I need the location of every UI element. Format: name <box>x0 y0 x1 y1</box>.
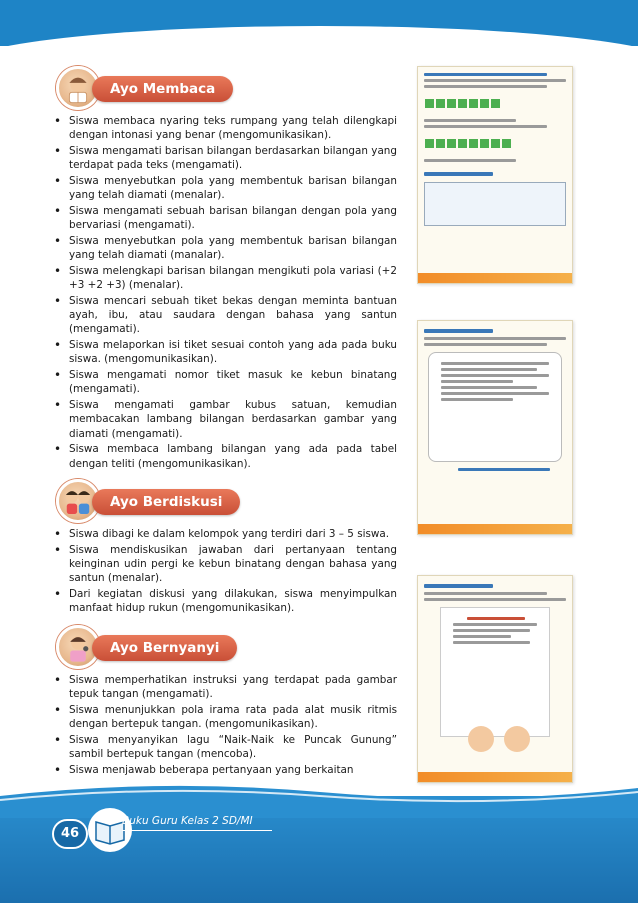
thumb-text-line <box>441 380 513 383</box>
thumb-text-line <box>424 598 566 601</box>
list-item: • Siswa mencari sebuah tiket bekas dengan meminta bantuan ayah, ibu, atau saudara dengan bahasa yang santun (mengamati). <box>52 294 397 337</box>
list-item: • Siswa mengamati barisan bilangan berdasarkan bilangan yang terdapat pada teks (mengamati). <box>52 144 397 172</box>
thumb-child-figure <box>504 726 530 752</box>
top-header-band <box>0 0 638 46</box>
thumb-text-line <box>424 119 516 122</box>
thumb-text-line <box>453 635 511 638</box>
thumb-text-line <box>424 343 547 346</box>
thumb-text-line <box>441 368 537 371</box>
list-item: • Siswa menyebutkan pola yang membentuk barisan bilangan yang telah diamati (menalar). <box>52 174 397 202</box>
list-item: • Siswa membaca lambang bilangan yang ada pada tabel dengan teliti (mengomunikasikan). <box>52 442 397 470</box>
section-title-pill: Ayo Membaca <box>92 76 233 102</box>
thumb-text-line <box>453 623 537 626</box>
thumb-text-line <box>453 629 530 632</box>
list-item: • Siswa mendiskusikan jawaban dari pertanyaan tentang keinginan udin pergi ke kebun binatang dengan bahasa yang santun (menalar). <box>52 543 397 586</box>
thumb-heading-bar <box>424 584 493 588</box>
thumb-text-line <box>441 392 549 395</box>
thumb-text-line <box>458 468 550 471</box>
thumb-heading-bar <box>424 329 493 333</box>
thumb-song-card <box>440 607 550 737</box>
list-item: • Dari kegiatan diskusi yang dilakukan, siswa menyimpulkan manfaat hidup rukun (mengomunikasikan). <box>52 587 397 615</box>
list-item: • Siswa menyebutkan pola yang membentuk barisan bilangan yang telah diamati (manalar). <box>52 234 397 262</box>
list-item: • Siswa mengamati gambar kubus satuan, kemudian membacakan lambang bilangan berdasarkan gambar yang diamati (mengamati). <box>52 398 397 441</box>
student-book-thumbnail-3 <box>417 575 573 783</box>
thumb-cube-blocks <box>424 134 566 153</box>
section-header-ayo-berdiskusi <box>56 479 397 519</box>
thumb-text-line <box>467 617 525 620</box>
list-item: • Siswa membaca nyaring teks rumpang yang telah dilengkapi dengan intonasi yang benar (mengomunikasikan). <box>52 114 397 142</box>
section-title-pill: Ayo Berdiskusi <box>92 489 240 515</box>
book-title-footer: Buku Guru Kelas 2 SD/MI <box>122 815 253 827</box>
thumb-bottom-strip <box>418 273 572 283</box>
list-item: • Siswa menjawab beberapa pertanyaan yang berkaitan <box>52 763 397 777</box>
student-book-thumbnail-2 <box>417 320 573 535</box>
section-header-ayo-bernyanyi <box>56 625 397 665</box>
ayo-membaca-list <box>52 114 397 471</box>
thumb-child-figure <box>468 726 494 752</box>
list-item: • Siswa mengamati nomor tiket masuk ke kebun binatang (mengamati). <box>52 368 397 396</box>
thumb-text-line <box>441 386 537 389</box>
thumb-heading-bar <box>424 172 493 176</box>
thumb-text-line <box>441 398 513 401</box>
thumb-text-line <box>441 374 549 377</box>
thumb-text-line <box>441 362 549 365</box>
header-curve <box>0 26 638 66</box>
thumb-text-line <box>424 592 547 595</box>
thumb-text-line <box>424 337 566 340</box>
thumb-text-line <box>424 125 547 128</box>
thumb-text-line <box>424 73 547 76</box>
page-number: 46 <box>52 819 88 849</box>
thumb-text-line <box>424 159 516 162</box>
thumb-text-line <box>424 79 566 82</box>
thumb-cube-blocks <box>424 94 566 113</box>
list-item: • Siswa menyanyikan lagu “Naik-Naik ke Puncak Gunung” sambil bertepuk tangan (mencoba). <box>52 733 397 761</box>
ayo-berdiskusi-list <box>52 527 397 615</box>
list-item: • Siswa mengamati sebuah barisan bilangan dengan pola yang bervariasi (mengamati). <box>52 204 397 232</box>
main-content <box>52 66 397 779</box>
student-book-thumbnail-1 <box>417 66 573 284</box>
section-header-ayo-membaca <box>56 66 397 106</box>
thumb-text-line <box>453 641 530 644</box>
list-item: • Siswa melaporkan isi tiket sesuai contoh yang ada pada buku siswa. (mengomunikasikan). <box>52 338 397 366</box>
thumb-bottom-strip <box>418 524 572 534</box>
thumb-text-line <box>424 85 547 88</box>
thumb-question-box <box>428 352 562 462</box>
list-item: • Siswa menunjukkan pola irama rata pada alat musik ritmis dengan bertepuk tangan. (mengomunikasikan). <box>52 703 397 731</box>
footer-underline <box>122 830 272 831</box>
section-title-pill: Ayo Bernyanyi <box>92 635 237 661</box>
ayo-bernyanyi-list <box>52 673 397 777</box>
list-item: • Siswa melengkapi barisan bilangan mengikuti pola variasi (+2 +3 +2 +3) (menalar). <box>52 264 397 292</box>
list-item: • Siswa dibagi ke dalam kelompok yang terdiri dari 3 – 5 siswa. <box>52 527 397 541</box>
thumb-table <box>424 182 566 226</box>
list-item: • Siswa memperhatikan instruksi yang terdapat pada gambar tepuk tangan (mengamati). <box>52 673 397 701</box>
